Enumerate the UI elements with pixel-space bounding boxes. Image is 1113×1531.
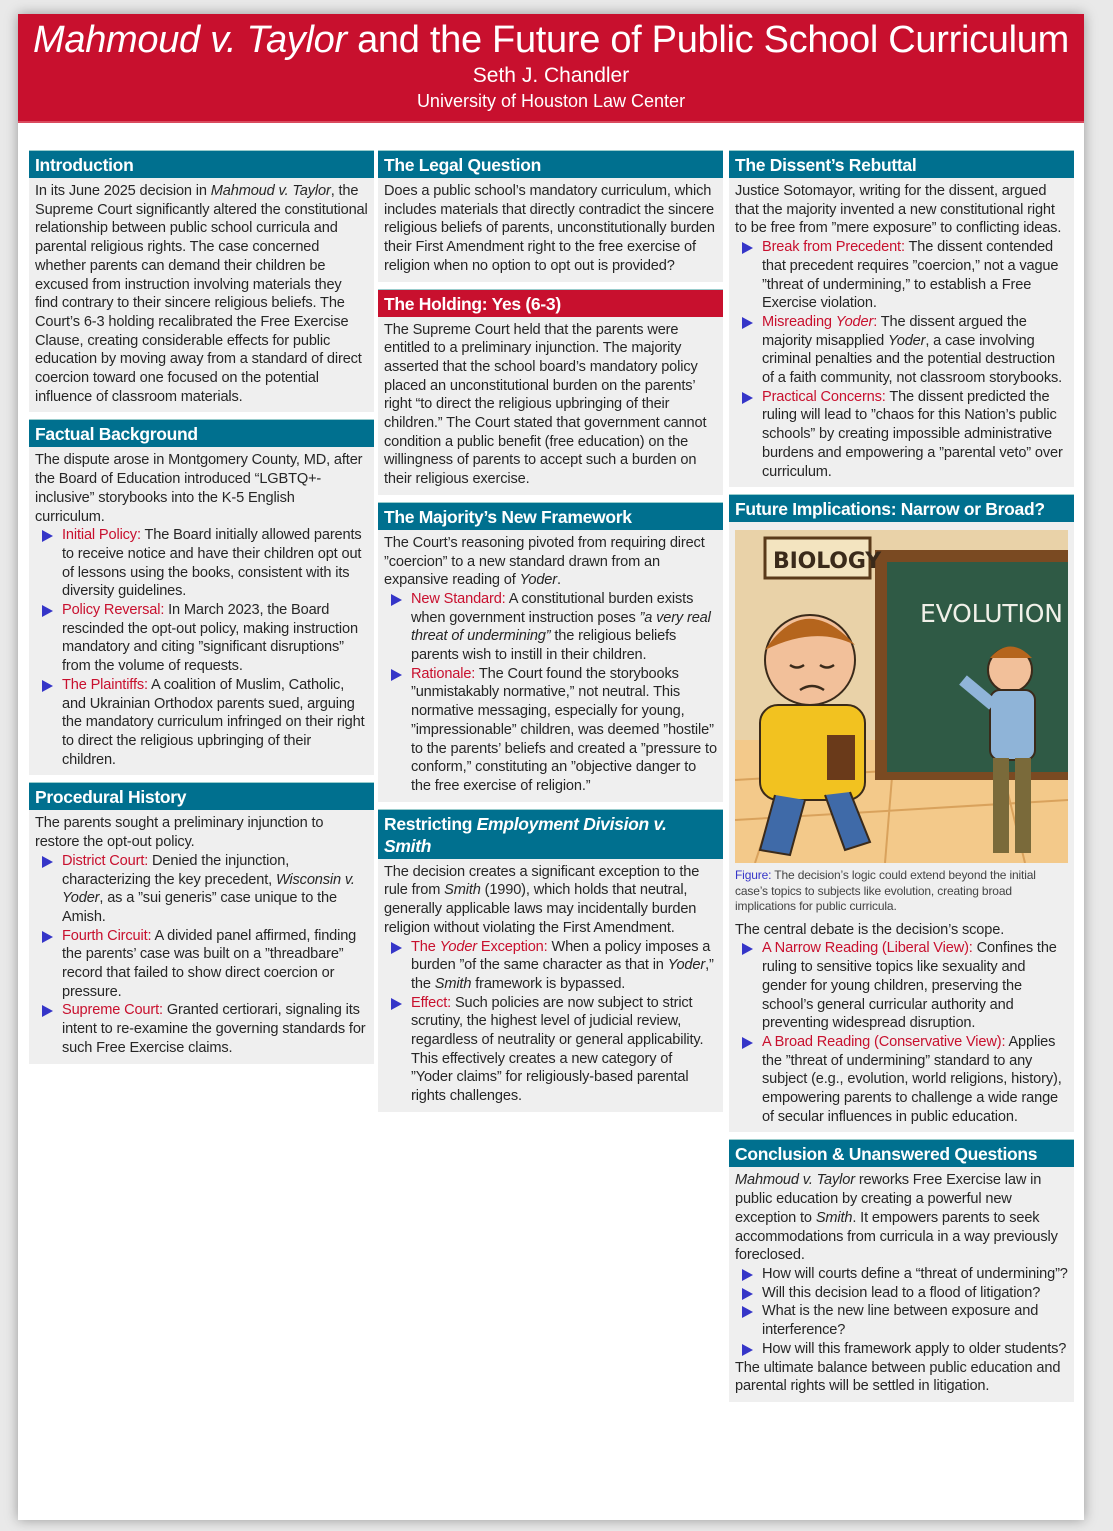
list-item bbox=[62, 601, 368, 676]
paragraph bbox=[35, 814, 368, 851]
text-run: In its June 2025 decision in bbox=[35, 183, 211, 199]
bullet-triangle-icon bbox=[42, 856, 53, 868]
text-run: How will courts define a “threat of undermining”? bbox=[762, 1266, 1068, 1282]
section-procedural-history bbox=[29, 782, 374, 1063]
bullet-list bbox=[735, 939, 1068, 1126]
figure bbox=[735, 530, 1068, 915]
paragraph bbox=[735, 1171, 1068, 1265]
text-run: A Narrow Reading (Liberal View): bbox=[762, 940, 973, 957]
column-3 bbox=[729, 150, 1074, 1409]
text-run: , as a ”sui generis” case unique to the Amish. bbox=[62, 890, 337, 925]
text-run: Introduction bbox=[35, 155, 134, 175]
section-body bbox=[29, 447, 374, 769]
italic-run: Yoder bbox=[439, 938, 477, 955]
bullet-triangle-icon bbox=[391, 594, 402, 606]
section-holding bbox=[378, 289, 723, 495]
list-item bbox=[762, 1265, 1068, 1284]
section-body bbox=[29, 810, 374, 1057]
text-run: , the Supreme Court significantly altered the constitutional relationship between public school curricula and parental religious rights. The case concerned whether parents can demand their children be excused from instruction involving materials they find contrary to their sincere religious beliefs. The Court’s 6-3 holding recalibrated the Free Exercise Clause, creating considerable effects for public education by moving away from a standard of direct coercion toward one focused on the potential influence of classroom materials. bbox=[35, 183, 368, 405]
bullet-list bbox=[384, 938, 717, 1106]
text-run: Does a public school’s mandatory curriculum, which includes materials that directly contradict the sincere religious beliefs of parents, unconstitutionally burden their First Amendment right to the free exercise of religion when no option to opt out is provided? bbox=[384, 183, 715, 274]
text-run: The Majority’s New Framework bbox=[384, 506, 632, 527]
bullet-list bbox=[35, 526, 368, 769]
text-run: The Board initially allowed parents to receive notice and have their children opt out of lessons using the books, consistent with its diversity guidelines. bbox=[62, 527, 362, 600]
section-heading bbox=[29, 150, 374, 178]
title-case-name: Mahmoud v. Taylor bbox=[33, 19, 347, 61]
section-restricting-smith bbox=[378, 809, 723, 1112]
text-run: Practical Concerns: bbox=[762, 388, 886, 405]
item-label bbox=[411, 939, 548, 955]
text-run: Initial Policy: bbox=[62, 527, 141, 544]
bullet-triangle-icon bbox=[742, 1288, 753, 1300]
italic-run: Smith bbox=[815, 1209, 853, 1226]
text-run: The ultimate balance between public education and parental rights will be settled in litigation. bbox=[735, 1359, 1061, 1395]
text-run: Effect: bbox=[411, 994, 452, 1011]
list-item bbox=[762, 313, 1068, 388]
affiliation: University of Houston Law Center bbox=[416, 91, 686, 111]
list-item bbox=[62, 1001, 368, 1057]
caption-label: Figure: bbox=[735, 868, 772, 883]
section-heading bbox=[29, 782, 374, 810]
italic-run: Mahmoud v. Taylor bbox=[210, 183, 331, 199]
text-run: reworks Free Exercise law in public education by creating a powerful new exception to bbox=[735, 1172, 1042, 1226]
column-2 bbox=[378, 150, 723, 1119]
paragraph bbox=[735, 182, 1068, 238]
text-run: The dispute arose in Montgomery County, MD, after the Board of Education introduced “LGBTQ+-inclusive” storybooks into the K-5 English curriculum. bbox=[35, 452, 363, 525]
text-run: Rationale: bbox=[411, 665, 476, 682]
board-text: EVOLUTION bbox=[920, 599, 1063, 629]
italic-run: Smith bbox=[434, 975, 472, 992]
italic-run: Mahmoud v. Taylor bbox=[735, 1172, 855, 1189]
column-1 bbox=[29, 150, 374, 1071]
text-run: framework is bypassed. bbox=[471, 975, 626, 992]
italic-run: Yoder bbox=[835, 313, 874, 330]
paragraph bbox=[384, 534, 717, 590]
italic-run: Smith bbox=[444, 882, 481, 899]
item-label bbox=[62, 1002, 163, 1018]
section-heading bbox=[29, 419, 374, 447]
author: Seth J. Chandler bbox=[472, 64, 630, 87]
section-body bbox=[378, 530, 723, 796]
item-label bbox=[62, 853, 148, 869]
caption-text: The decision’s logic could extend beyond the initial case’s topics to subjects like evolution, creating broad implications for public curricula. bbox=[735, 868, 1036, 914]
italic-run: Yoder bbox=[667, 957, 706, 974]
section-future-implications bbox=[729, 494, 1074, 1132]
text-run: : bbox=[873, 313, 878, 330]
section-heading bbox=[378, 150, 723, 178]
text-run: The Supreme Court held that the parents were entitled to a preliminary injunction. The majority asserted that the school board’s mandatory policy placed an unconstitutional burden on the parents’ right “to direct the religious upbringing of their children.” The Court stated that government cannot condition a public benefit (free education) on the willingness of parents to accept such a burden on their religious exercise. bbox=[384, 321, 707, 488]
text-run: The Holding: Yes (6-3) bbox=[384, 293, 561, 314]
text-run: Supreme Court: bbox=[62, 1002, 163, 1019]
item-label bbox=[411, 666, 475, 682]
paragraph bbox=[35, 451, 368, 526]
text-run: New Standard: bbox=[411, 590, 506, 607]
text-run: Procedural History bbox=[35, 787, 187, 808]
text-run: Granted certiorari, signaling its intent to re-examine the governing standards for such Free Exercise claims. bbox=[62, 1002, 366, 1056]
paragraph bbox=[35, 182, 368, 406]
section-majority-framework bbox=[378, 502, 723, 802]
text-run: Applies the ”threat of undermining” standard to any subject (e.g., evolution, world religions, history), empowering parents to challenge a wide range of secular influences in public education. bbox=[762, 1033, 1062, 1125]
section-body bbox=[729, 1167, 1074, 1395]
section-body bbox=[729, 522, 1074, 1126]
item-label bbox=[62, 928, 151, 944]
item-label bbox=[762, 1034, 1005, 1050]
text-run: Break from Precedent: bbox=[762, 239, 905, 256]
text-run: The dissent contended that precedent requires ”coercion,” not a vague ”threat of undermining,” to establish a Free Exercise violation. bbox=[762, 239, 1059, 312]
text-run: The Dissent’s Rebuttal bbox=[735, 155, 917, 175]
italic-run: Yoder bbox=[887, 332, 926, 349]
text-run: , a case involving criminal penalties and the potential destruction of a faith community, not classroom storybooks. bbox=[762, 332, 1063, 387]
section-heading bbox=[378, 502, 723, 530]
section-dissent bbox=[729, 150, 1074, 487]
classroom-illustration bbox=[735, 530, 1068, 863]
text-run: Future Implications: Narrow or Broad? bbox=[735, 499, 1045, 520]
section-introduction bbox=[29, 150, 374, 412]
text-run: the religious beliefs parents wish to instill in their children. bbox=[411, 628, 677, 664]
text-run: Will this decision lead to a flood of litigation? bbox=[762, 1284, 1041, 1301]
text-run: When a policy imposes a burden ”of the same character as that in bbox=[411, 938, 711, 974]
list-item bbox=[762, 1340, 1068, 1359]
text-run: Factual Background bbox=[35, 424, 198, 445]
list-item bbox=[411, 938, 717, 994]
bullet-triangle-icon bbox=[742, 392, 753, 404]
bullet-triangle-icon bbox=[742, 242, 753, 254]
list-item bbox=[411, 665, 717, 796]
text-run: The Court found the storybooks ”unmistakably normative,” not neutral. This normative messaging, especially for young, ”impressionable” children, was deemed ”hostile” to the parents’ beliefs and created a ”pressure to conform,” constituting an ”objective danger to the free exercise of religion.” bbox=[411, 665, 717, 794]
text-run: The parents sought a preliminary injunction to restore the opt-out policy. bbox=[35, 815, 324, 851]
section-factual-background bbox=[29, 419, 374, 775]
list-item bbox=[62, 927, 368, 1002]
text-run: . bbox=[556, 572, 561, 589]
bullet-triangle-icon bbox=[391, 669, 402, 681]
list-item bbox=[762, 1033, 1068, 1127]
poster bbox=[18, 14, 1084, 1520]
list-item bbox=[62, 852, 368, 927]
text-run: What is the new line between exposure and interference? bbox=[762, 1303, 1039, 1339]
list-item bbox=[62, 676, 368, 770]
bullet-triangle-icon bbox=[742, 943, 753, 955]
text-run: A constitutional burden exists when government instruction poses bbox=[411, 590, 694, 626]
item-label bbox=[411, 995, 451, 1011]
bullet-triangle-icon bbox=[742, 317, 753, 329]
paragraph bbox=[384, 321, 717, 489]
item-label bbox=[762, 389, 886, 405]
text-run: Policy Reversal: bbox=[62, 602, 165, 619]
bullet-triangle-icon bbox=[42, 530, 53, 542]
list-item bbox=[762, 939, 1068, 1033]
item-label bbox=[62, 527, 141, 543]
list-item bbox=[411, 590, 717, 665]
title-rest: and the Future of Public School Curriculum bbox=[346, 19, 1069, 61]
text-run: Such policies are now subject to strict scrutiny, the highest level of judicial review, regardless of neutrality or general applicability. This effectively creates a new category of ”Yoder claims” for religiously-based parental rights challenges. bbox=[411, 994, 704, 1105]
text-run: How will this framework apply to older students? bbox=[762, 1340, 1067, 1357]
bullet-triangle-icon bbox=[742, 1269, 753, 1281]
list-item bbox=[762, 388, 1068, 482]
paragraph bbox=[735, 1359, 1068, 1396]
text-run: A divided panel affirmed, finding the parents’ case was built on a ”threadbare” record that failed to show direct coercion or pressure. bbox=[62, 927, 357, 1000]
bullet-triangle-icon bbox=[742, 1306, 753, 1318]
text-run: (1990), which holds that neutral, generally applicable laws may incidentally burden religion without violating the First Amendment. bbox=[384, 882, 697, 936]
text-run: Confines the ruling to sensitive topics like sexuality and gender for young children, preserving the school’s general curricular authority and preventing widespread disruption. bbox=[762, 940, 1057, 1032]
text-run: A coalition of Muslim, Catholic, and Ukrainian Orthodox parents sued, arguing the mandatory curriculum infringed on their right to direct the religious upbringing of their children. bbox=[62, 676, 365, 768]
italic-run: Wisconsin v. Yoder bbox=[62, 871, 355, 907]
section-body bbox=[378, 317, 723, 489]
italic-run: Employment Division v. Smith bbox=[384, 813, 667, 856]
text-run: Restricting bbox=[384, 813, 477, 834]
italic-run: Yoder bbox=[519, 572, 557, 589]
list-item bbox=[762, 1302, 1068, 1339]
paragraph bbox=[735, 921, 1068, 940]
bullet-triangle-icon bbox=[742, 1037, 753, 1049]
section-heading bbox=[729, 150, 1074, 178]
text-run: The bbox=[411, 938, 440, 955]
item-label bbox=[62, 677, 148, 693]
text-run: ,” the bbox=[411, 957, 714, 992]
bullet-list bbox=[384, 590, 717, 796]
bullet-triangle-icon bbox=[42, 1005, 53, 1017]
section-heading bbox=[729, 1139, 1074, 1167]
item-label bbox=[762, 314, 877, 330]
list-item bbox=[762, 1284, 1068, 1303]
text-run: . It empowers parents to seek accommodations from curricula in a way previously foreclosed. bbox=[735, 1209, 1058, 1264]
text-run: Exception: bbox=[477, 938, 548, 955]
paragraph bbox=[384, 182, 717, 276]
text-run: The decision creates a significant exception to the rule from bbox=[384, 863, 700, 899]
bullet-triangle-icon bbox=[391, 942, 402, 954]
section-body bbox=[378, 178, 723, 276]
section-heading bbox=[378, 809, 723, 859]
text-run: The Plaintiffs: bbox=[62, 676, 148, 693]
poster-title bbox=[18, 18, 1084, 62]
bullet-triangle-icon bbox=[742, 1344, 753, 1356]
bullet-triangle-icon bbox=[42, 605, 53, 617]
text-run: Fourth Circuit: bbox=[62, 927, 152, 944]
list-item bbox=[62, 526, 368, 601]
text-run: District Court: bbox=[62, 852, 149, 869]
bullet-triangle-icon bbox=[42, 680, 53, 692]
figure-caption bbox=[735, 868, 1068, 915]
biology-sign-text: BIOLOGY bbox=[773, 549, 882, 575]
section-body bbox=[729, 178, 1074, 481]
section-conclusion bbox=[729, 1139, 1074, 1401]
text-run: The Legal Question bbox=[384, 155, 541, 175]
section-body bbox=[378, 859, 723, 1106]
section-legal-question bbox=[378, 150, 723, 282]
section-body bbox=[29, 178, 374, 406]
text-run: A Broad Reading (Conservative View): bbox=[762, 1033, 1006, 1050]
poster-header bbox=[18, 14, 1084, 123]
item-label bbox=[62, 602, 164, 618]
section-heading bbox=[729, 494, 1074, 522]
text-run: In March 2023, the Board rescinded the opt-out policy, making instruction mandatory and citing ”significant disruptions” from the volume of requests. bbox=[62, 602, 358, 675]
bullet-list bbox=[35, 852, 368, 1058]
bullet-triangle-icon bbox=[391, 998, 402, 1010]
item-label bbox=[762, 239, 905, 255]
bullet-triangle-icon bbox=[42, 931, 53, 943]
text-run: Denied the injunction, characterizing the key precedent, bbox=[62, 852, 290, 888]
text-run: Conclusion & Unanswered Questions bbox=[735, 1144, 1038, 1165]
item-label bbox=[762, 940, 973, 956]
item-label bbox=[411, 591, 506, 607]
text-run: The dissent predicted the ruling will lead to ”chaos for this Nation’s public schools” by creating impossible administrative burdens and empowering a ”parental veto” over curriculum. bbox=[762, 388, 1063, 480]
text-run: Justice Sotomayor, writing for the dissent, argued that the majority invented a new constitutional right to be free from ”mere exposure” to conflicting ideas. bbox=[735, 183, 1062, 237]
list-item bbox=[762, 238, 1068, 313]
section-heading bbox=[378, 289, 723, 317]
bullet-list bbox=[735, 1265, 1068, 1359]
text-run: The dissent argued the majority misapplied bbox=[762, 313, 1027, 349]
text-run: The Court’s reasoning pivoted from requiring direct ”coercion” to a new standard drawn from an expansive reading of bbox=[384, 534, 705, 589]
text-run: Misreading bbox=[762, 313, 836, 330]
bullet-list bbox=[735, 238, 1068, 481]
text-run: The central debate is the decision’s scope. bbox=[735, 921, 1005, 938]
paragraph bbox=[384, 863, 717, 938]
list-item bbox=[411, 994, 717, 1106]
italic-run: ”a very real threat of undermining” bbox=[411, 609, 711, 645]
